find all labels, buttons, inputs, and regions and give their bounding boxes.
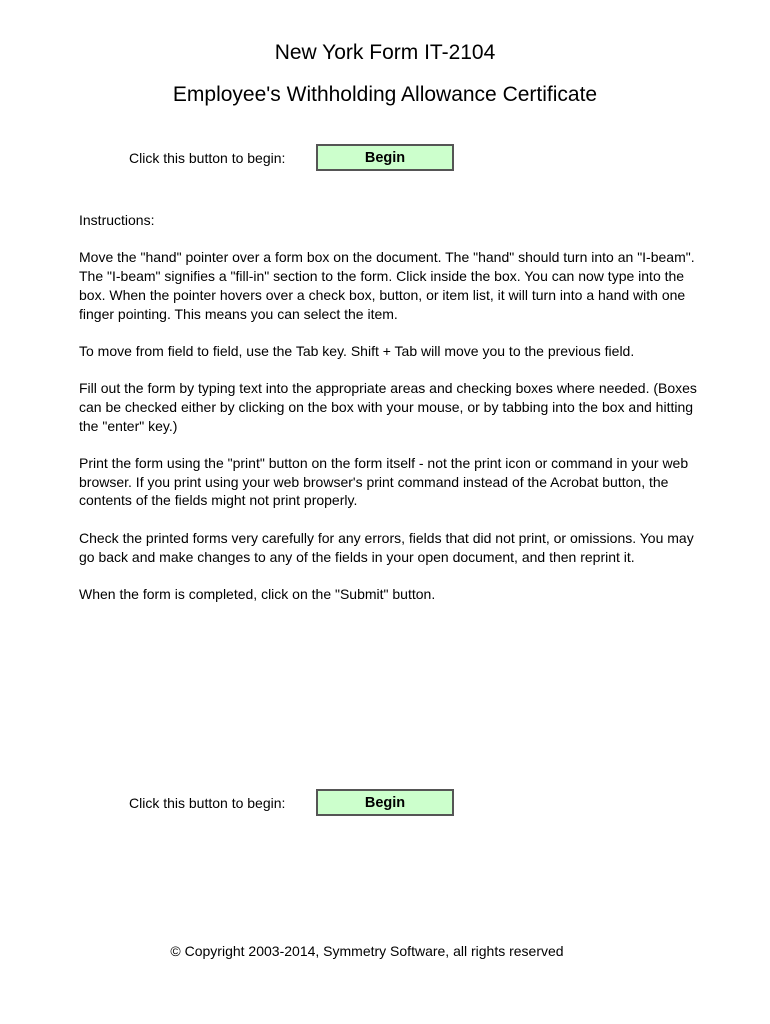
begin-button-top[interactable]: Begin (316, 144, 454, 171)
instruction-paragraph-3: Fill out the form by typing text into the appropriate areas and checking boxes where needed. (Boxes can be checked either by clicking on the box with your mouse, or by tabbing into the box and hitting the "enter" key.) (79, 380, 697, 434)
instruction-paragraph-1: Move the "hand" pointer over a form box on the document. The "hand" should turn into an "I-beam". The "I-beam" signifies a "fill-in" section to the form. Click inside the box. You can now type into the box. When the pointer hovers over a check box, button, or item list, it will turn into a hand with one finger pointing. This means you can select the item. (79, 249, 695, 322)
instruction-paragraph-6: When the form is completed, click on the "Submit" button. (79, 585, 436, 602)
instruction-paragraph-5: Check the printed forms very carefully for any errors, fields that did not print, or omissions. You may go back and make changes to any of the fields in your open document, and then reprint it. (79, 529, 694, 565)
form-subtitle: Employee's Withholding Allowance Certificate (172, 83, 598, 106)
instruction-paragraph-4: Print the form using the "print" button on the form itself - not the print icon or command in your web browser. If you print using your web browser's print command instead of the Acrobat button, the contents of the fields might not print properly. (79, 455, 689, 509)
form-title: New York Form IT-2104 (274, 41, 496, 64)
instructions (79, 211, 699, 622)
begin-row-top (0, 144, 770, 172)
begin-label-top: Click this button to begin: (129, 150, 286, 166)
instructions-heading: Instructions: (79, 212, 155, 228)
begin-row-bottom (0, 789, 770, 817)
instruction-paragraph-2: To move from field to field, use the Tab key. Shift + Tab will move you to the previous field. (79, 342, 635, 359)
begin-label-bottom: Click this button to begin: (129, 795, 286, 811)
begin-button-bottom[interactable]: Begin (316, 789, 454, 816)
copyright-notice: © Copyright 2003-2014, Symmetry Software, all rights reserved (170, 943, 564, 959)
